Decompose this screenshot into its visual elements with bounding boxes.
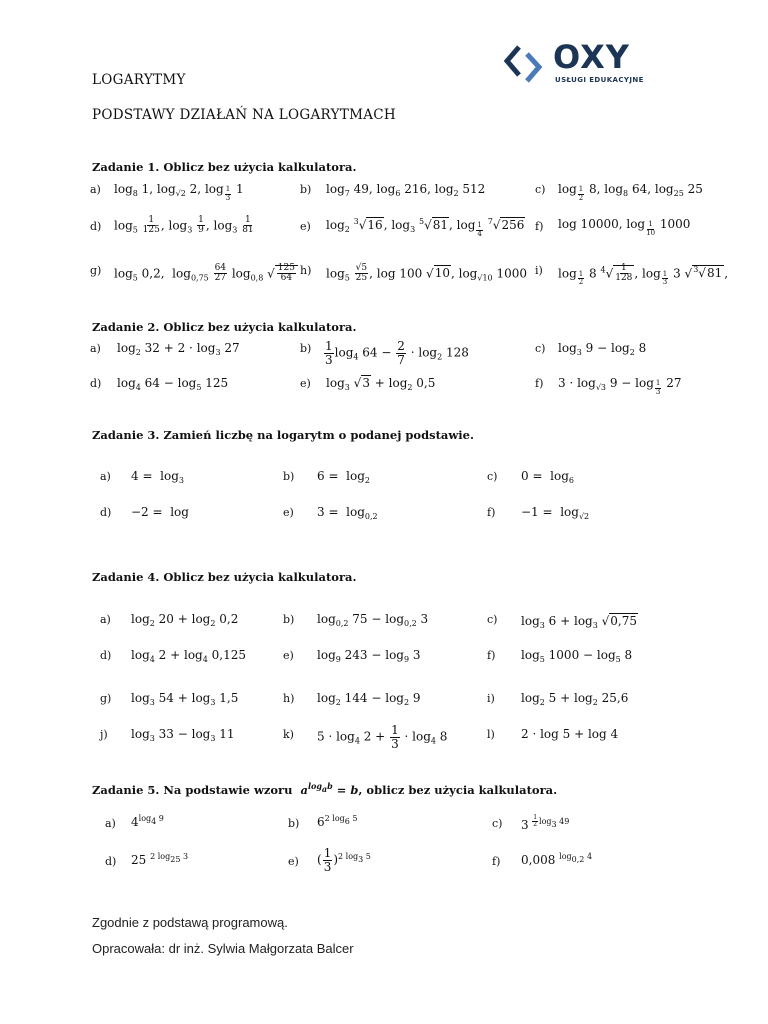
task5-expr-a: $4^{log_4 9}$ xyxy=(131,814,164,829)
task5-expr-f: 0,008 $^{log_{0,2} 4}$ xyxy=(521,852,593,867)
footer-curriculum-note: Zgodnie z podstawą programową. xyxy=(92,915,288,930)
task1-label-c: c) xyxy=(535,183,546,196)
task4-expr-c: $\log_3 6 + \log_3 √0,75$ xyxy=(521,614,638,630)
task4-expr-i: $\log_2 5 + \log_2 25,6$ xyxy=(521,691,629,707)
document-title: LOGARYTMY xyxy=(92,72,186,88)
task1-title: Zadanie 1. Oblicz bez użycia kalkulatora. xyxy=(92,160,357,174)
task3-expr-d: −2 = log xyxy=(131,505,189,519)
task2-label-e: e) xyxy=(300,377,311,390)
task5-title xyxy=(92,783,557,797)
task5-title-suffix: , oblicz bez użycia kalkulatora. xyxy=(358,783,558,797)
task5-label-d: d) xyxy=(105,855,117,868)
task5-expr-e: ( $\frac{1}{3}$ )$^{2 log_3 5}$ xyxy=(317,846,371,874)
task2-label-d: d) xyxy=(90,377,102,390)
task4-label-h: h) xyxy=(283,692,295,705)
task1-label-f: f) xyxy=(535,220,544,233)
logo-brand: OXY xyxy=(553,38,630,76)
task4-label-f: f) xyxy=(487,649,496,662)
task4-label-d: d) xyxy=(100,649,112,662)
task2-expr-c: $\log_3 9 - \log_2 8$ xyxy=(558,341,647,357)
task4-label-g: g) xyxy=(100,692,112,705)
task5-expr-c: 3 $^{\frac{1}{2} log_3 49}$ xyxy=(521,814,570,832)
task4-expr-h: $\log_2 144 - \log_2 9$ xyxy=(317,691,421,707)
logo-tagline: USŁUGI EDUKACYJNE xyxy=(555,76,644,84)
task3-label-e: e) xyxy=(283,506,294,519)
task4-label-i: i) xyxy=(487,692,495,705)
task1-expr-f: log 10000, log $_{\frac{1}{10}}$ 1000 xyxy=(558,217,691,237)
task5-label-a: a) xyxy=(105,817,116,830)
task4-label-j: j) xyxy=(100,728,108,741)
task4-label-k: k) xyxy=(283,728,294,741)
task3-expr-c: $0 = \log_6$ xyxy=(521,469,574,485)
task5-formula: $a^{log_ab} = b$ xyxy=(296,781,359,797)
task2-label-c: c) xyxy=(535,342,546,355)
task5-label-b: b) xyxy=(288,817,300,830)
task1-label-a: a) xyxy=(90,183,101,196)
task2-label-a: a) xyxy=(90,342,101,355)
task3-label-a: a) xyxy=(100,470,111,483)
task4-label-b: b) xyxy=(283,613,295,626)
task1-label-e: e) xyxy=(300,220,311,233)
task1-expr-h: $\log_5$ $\frac{√5}{25}$ , log 100 √10, $\log_{√10} 1000$ xyxy=(326,263,527,284)
task5-expr-b: $6^{2 log_6 5}$ xyxy=(317,814,358,829)
task1-expr-c: log $_{\frac{1}{2}}$ 8, $\log_8 64$, $\log_{25} 25$ xyxy=(558,182,703,202)
task4-expr-g: $\log_3 54 + \log_3 1,5$ xyxy=(131,691,239,707)
task4-expr-a: $\log_2 20 + \log_2 0,2$ xyxy=(131,612,239,628)
task4-label-a: a) xyxy=(100,613,111,626)
task4-expr-k: $5 \cdot \log_4 2$ + $\frac{1}{3}$ · $\log_4 8$ xyxy=(317,723,448,751)
task1-expr-g: $\log_5 0,2$, $\log_{0,75}$ $\frac{64}{27}$ $\log_{0,8}$ √ $\frac{125}{64}$ xyxy=(114,264,298,284)
task1-expr-d: $\log_5$ $\frac{1}{125}$ , $\log_3$ $\frac{1}{9}$ , $\log_3$ $\frac{1}{81}$ xyxy=(114,215,254,236)
task5-label-e: e) xyxy=(288,855,299,868)
task4-label-e: e) xyxy=(283,649,294,662)
task3-expr-b: $6 = \log_2$ xyxy=(317,469,370,485)
task2-label-b: b) xyxy=(300,342,312,355)
task1-label-g: g) xyxy=(90,264,102,277)
logo-chevron-icon xyxy=(503,44,545,84)
task4-expr-e: $\log_9 243 - \log_9 3$ xyxy=(317,648,421,664)
task2-label-f: f) xyxy=(535,377,544,390)
task3-label-f: f) xyxy=(487,506,496,519)
task1-expr-b: $\log_7 49$, $\log_6 216$, $\log_2 512$ xyxy=(326,182,486,198)
task4-expr-l: 2 · log 5 + log 4 xyxy=(521,727,619,741)
task1-label-b: b) xyxy=(300,183,312,196)
task1-expr-e: $\log_2 ^3√16$, $\log_3 ^5√81$, log $_{\frac{1}{4}}$ $^7$√256 xyxy=(326,217,525,238)
task1-label-i: i) xyxy=(535,264,543,277)
task2-expr-d: $\log_4 64 - \log_5 125$ xyxy=(117,376,229,392)
task1-label-h: h) xyxy=(300,264,312,277)
task5-label-c: c) xyxy=(492,817,503,830)
task4-expr-j: $\log_3 33 - \log_3 11$ xyxy=(131,727,235,743)
task2-expr-a: $\log_2 32 + 2 \cdot \log_3 27$ xyxy=(117,341,240,357)
task3-title: Zadanie 3. Zamień liczbę na logarytm o podanej podstawie. xyxy=(92,428,474,442)
task3-label-d: d) xyxy=(100,506,112,519)
task5-label-f: f) xyxy=(492,855,501,868)
task2-expr-b: $\frac{1}{3}$ $\log_4 64$ − $\frac{2}{7}$ · $\log_2 128$ xyxy=(325,339,469,367)
task1-expr-i: log $_{\frac{1}{2}}$ 8 $^4$√ $\frac{1}{128}$ , log $_{\frac{1}{3}}$ 3 √$^3$√81 , xyxy=(558,263,729,286)
task2-expr-f: $3 \cdot \log_{√3} 9 - \log$ $_{\frac{1}{3}}$ 27 xyxy=(558,376,682,396)
document-subtitle: PODSTAWY DZIAŁAŃ NA LOGARYTMACH xyxy=(92,107,396,123)
task5-title-prefix: Zadanie 5. Na podstawie wzoru xyxy=(92,783,293,797)
task3-label-b: b) xyxy=(283,470,295,483)
task2-title: Zadanie 2. Oblicz bez użycia kalkulatora. xyxy=(92,320,357,334)
task3-expr-a: $4 = \log_3$ xyxy=(131,469,184,485)
task4-label-c: c) xyxy=(487,613,498,626)
task1-label-d: d) xyxy=(90,220,102,233)
task4-label-l: l) xyxy=(487,728,495,741)
oxy-logo xyxy=(503,40,663,86)
footer-author: Opracowała: dr inż. Sylwia Małgorzata Balcer xyxy=(92,941,354,956)
task3-expr-f: $-1 = \log_{√2}$ xyxy=(521,505,590,521)
task1-expr-a: $\log_8 1$, $\log_{√2} 2$, log $_{\frac{1}{3}}$ 1 xyxy=(114,182,244,202)
task5-expr-d: 25 $^{2 log_{25} 3}$ xyxy=(131,852,189,867)
task4-expr-d: $\log_4 2 + \log_4 0,125$ xyxy=(131,648,246,664)
task2-expr-e: $\log_3 √3 + \log_2 0,5$ xyxy=(326,376,436,392)
task4-expr-b: $\log_{0,2} 75 - \log_{0,2} 3$ xyxy=(317,612,429,628)
task3-label-c: c) xyxy=(487,470,498,483)
task4-expr-f: $\log_5 1000 - \log_5 8$ xyxy=(521,648,633,664)
task4-title: Zadanie 4. Oblicz bez użycia kalkulatora. xyxy=(92,570,357,584)
task3-expr-e: $3 = \log_{0,2}$ xyxy=(317,505,378,521)
